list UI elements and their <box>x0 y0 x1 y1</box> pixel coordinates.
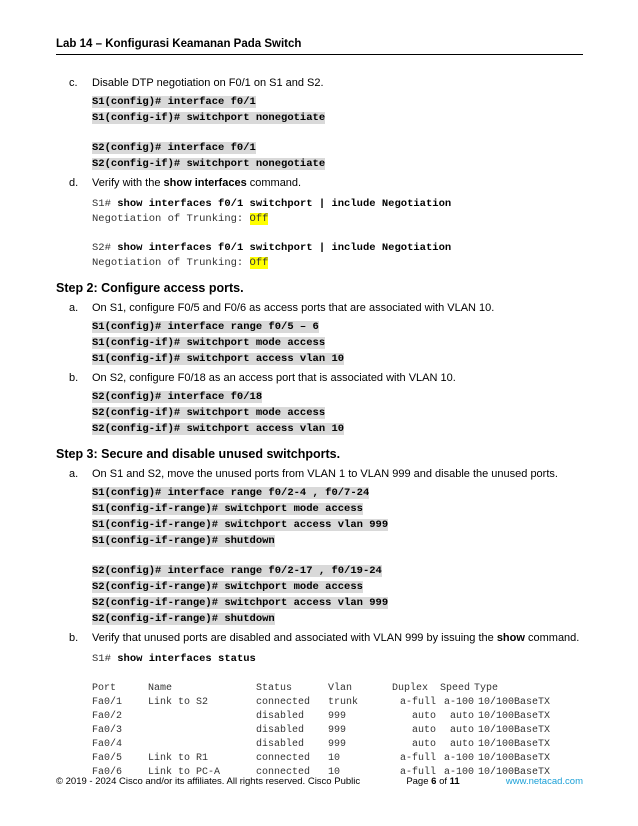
table-row: Fa0/5 Link to R1 connected 10 a-full a-100 10/100BaseTX <box>92 752 551 764</box>
cli-output: Negotiation of Trunking: Off <box>92 213 269 225</box>
code-line: S1(config-if)# switchport nonegotiate <box>92 112 326 124</box>
highlighted-value: Off <box>249 257 269 269</box>
item-c <box>56 76 596 91</box>
code-line: S1(config-if-range)# shutdown <box>92 535 275 547</box>
brand-link[interactable]: www.netacad.com <box>505 776 583 787</box>
code-line: S2(config-if)# switchport mode access <box>92 407 326 419</box>
code-block-verify <box>92 197 596 271</box>
table-row: Fa0/4 disabled 999 auto auto 10/100BaseTX <box>92 738 551 750</box>
command-name: show interfaces <box>163 177 247 189</box>
code-block-unused-ports <box>92 486 596 627</box>
code-line: S2(config-if)# switchport access vlan 10 <box>92 423 345 435</box>
cli-command: S1# show interfaces status <box>92 653 256 665</box>
code-line: S2(config-if-range)# switchport access vlan 999 <box>92 597 389 609</box>
code-line: S2(config)# interface f0/18 <box>92 391 263 403</box>
code-line: S2(config)# interface range f0/2-17 , f0/19-24 <box>92 565 382 577</box>
code-block-s1-access <box>92 320 596 367</box>
step3-item-b: b. Verify that unused ports are disabled and associated with VLAN 999 by issuing the show command. <box>69 632 580 644</box>
step-2-heading: Step 2: Configure access ports. <box>56 281 244 295</box>
code-block-s2-access <box>92 390 596 437</box>
table-row: Fa0/1 Link to S2 connected trunk a-full a-100 10/100BaseTX <box>92 696 551 708</box>
highlighted-value: Off <box>249 213 269 225</box>
code-line: S2(config-if-range)# shutdown <box>92 613 275 625</box>
page-header: Lab 14 – Konfigurasi Keamanan Pada Switch <box>56 38 583 55</box>
step2-item-a: a. On S1, configure F0/5 and F0/6 as access ports that are associated with VLAN 10. <box>69 302 495 314</box>
code-line: S1(config)# interface range f0/2-4 , f0/7-24 <box>92 487 370 499</box>
cli-command: S1# show interfaces f0/1 switchport | include Negotiation <box>92 198 452 210</box>
item-letter: d. <box>69 177 79 189</box>
code-line: S1(config-if-range)# switchport access vlan 999 <box>92 519 389 531</box>
document-body <box>56 76 596 779</box>
item-letter: c. <box>69 77 78 89</box>
copyright-text: © 2019 - 2024 Cisco and/or its affiliates. All rights reserved. Cisco Public <box>56 776 361 787</box>
interface-status-table <box>92 681 550 779</box>
code-line: S2(config-if-range)# switchport mode access <box>92 581 363 593</box>
item-text: Disable DTP negotiation on F0/1 on S1 and S2. <box>92 77 324 89</box>
table-row: Fa0/2 disabled 999 auto auto 10/100BaseTX <box>92 710 551 722</box>
code-block-s1-nonegotiate <box>92 95 596 172</box>
item-d: d. Verify with the show interfaces command. <box>69 177 302 189</box>
code-line: S1(config-if)# switchport access vlan 10 <box>92 353 345 365</box>
code-line: S1(config-if-range)# switchport mode access <box>92 503 363 515</box>
step-3-heading: Step 3: Secure and disable unused switchports. <box>56 447 341 461</box>
table-header-row: Port Name Status Vlan Duplex Speed Type <box>92 682 499 694</box>
page-footer <box>56 776 583 787</box>
code-line: S1(config)# interface f0/1 <box>92 96 256 108</box>
cli-output: Negotiation of Trunking: Off <box>92 257 269 269</box>
step2-item-b: b. On S2, configure F0/18 as an access port that is associated with VLAN 10. <box>69 372 456 384</box>
step3-item-a: a. On S1 and S2, move the unused ports from VLAN 1 to VLAN 999 and disable the unused ports. <box>69 468 558 480</box>
code-line: S2(config)# interface f0/1 <box>92 142 256 154</box>
table-row: Fa0/6 Link to PC-A connected 10 a-full a-100 10/100BaseTX <box>92 766 551 778</box>
code-line: S1(config-if)# switchport mode access <box>92 337 326 349</box>
code-line: S2(config-if)# switchport nonegotiate <box>92 158 326 170</box>
page-number: Page 6 of 11 <box>406 776 460 787</box>
code-line: S1(config)# interface range f0/5 – 6 <box>92 321 319 333</box>
table-row: Fa0/3 disabled 999 auto auto 10/100BaseTX <box>92 724 551 736</box>
cli-command: S2# show interfaces f0/1 switchport | include Negotiation <box>92 242 452 254</box>
